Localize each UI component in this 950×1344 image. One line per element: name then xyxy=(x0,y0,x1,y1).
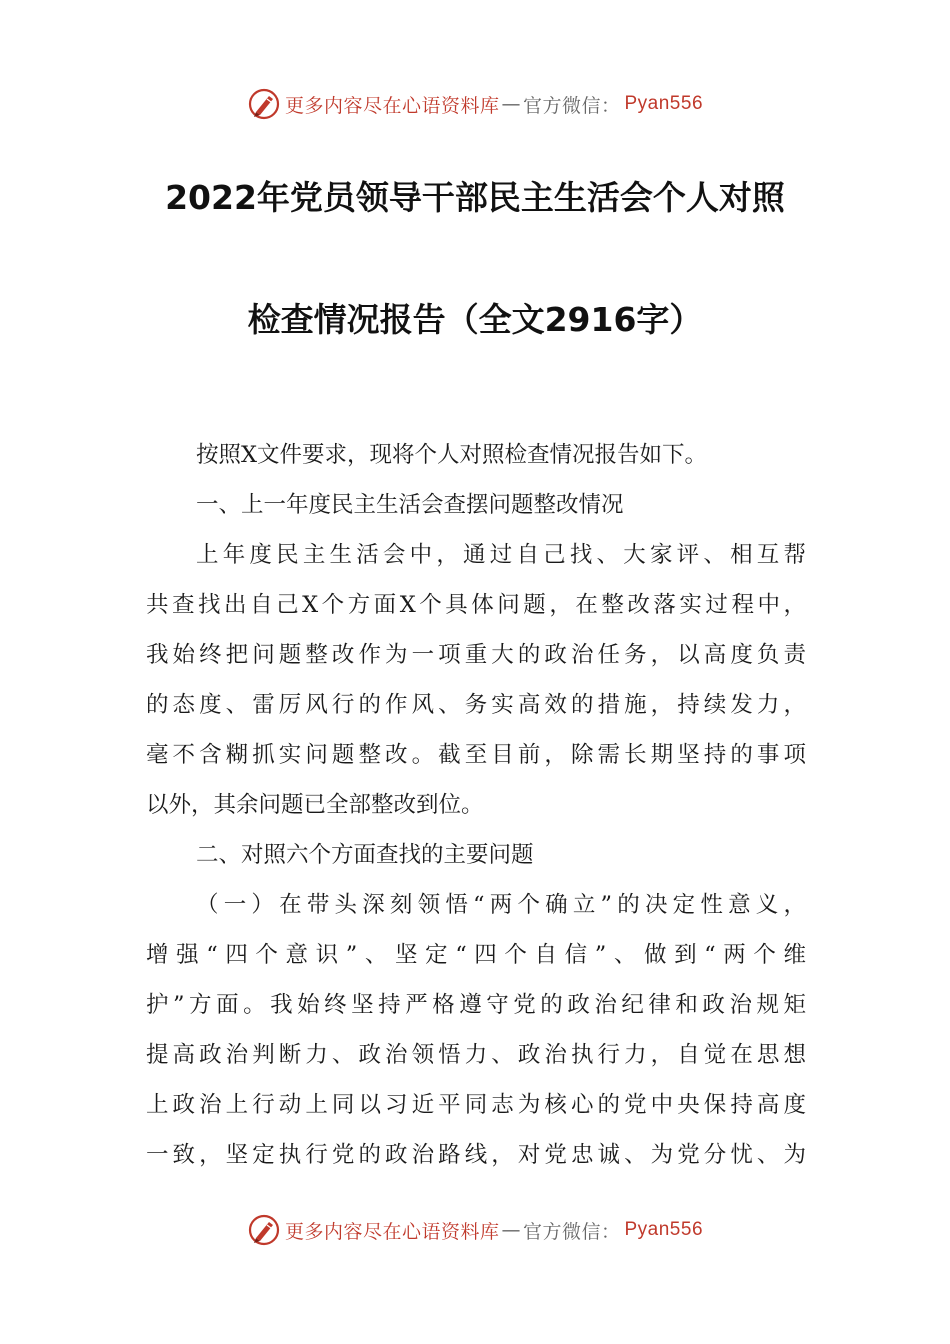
watermark-top xyxy=(0,84,950,124)
pen-logo-icon xyxy=(247,87,281,121)
watermark-brand: 更多内容尽在心语资料库 xyxy=(284,94,500,117)
watermark-wechat-id: Pyan556 xyxy=(624,93,704,114)
body-line: 提高政治判断力、政治领悟力、政治执行力，自觉在思想 xyxy=(146,1042,806,1068)
body-line: 的态度、雷厉风行的作风、务实高效的措施，持续发力， xyxy=(146,692,806,718)
body-line: 毫不含糊抓实问题整改。截至目前，除需长期坚持的事项 xyxy=(146,742,806,768)
watermark-separator: — xyxy=(501,1219,521,1241)
watermark-wechat-id: Pyan556 xyxy=(624,1219,704,1240)
document-title-line-2: 检查情况报告（全文2916字） xyxy=(247,300,703,339)
body-line: 上年度民主生活会中，通过自己找、大家评、相互帮 xyxy=(196,542,806,568)
watermark-brand: 更多内容尽在心语资料库 xyxy=(284,1220,500,1243)
body-line: 我始终把问题整改作为一项重大的政治任务，以高度负责 xyxy=(146,642,806,668)
watermark-separator: — xyxy=(501,93,521,115)
watermark-bottom xyxy=(0,1210,950,1250)
section-heading: 一、上一年度民主生活会查摆问题整改情况 xyxy=(196,492,624,518)
document-title-line-1: 2022年党员领导干部民主生活会个人对照 xyxy=(165,178,785,217)
body-line: 以外，其余问题已全部整改到位。 xyxy=(146,792,484,818)
section-heading: 二、对照六个方面查找的主要问题 xyxy=(196,842,534,868)
body-line: 护”方面。我始终坚持严格遵守党的政治纪律和政治规矩 xyxy=(146,992,806,1018)
body-line: 增强“四个意识”、坚定“四个自信”、做到“两个维 xyxy=(146,942,806,968)
body-line: 上政治上行动上同以习近平同志为核心的党中央保持高度 xyxy=(146,1092,806,1118)
body-line: 按照X文件要求，现将个人对照检查情况报告如下。 xyxy=(196,442,708,468)
body-line: 共查找出自己X个方面X个具体问题，在整改落实过程中， xyxy=(146,592,806,618)
body-line: （一）在带头深刻领悟“两个确立”的决定性意义， xyxy=(196,892,806,918)
watermark-label: 官方微信： xyxy=(522,94,621,117)
pen-logo-icon xyxy=(247,1213,281,1247)
body-line: 一致，坚定执行党的政治路线，对党忠诚、为党分忧、为 xyxy=(146,1142,806,1168)
document-body xyxy=(146,430,806,1180)
watermark-label: 官方微信： xyxy=(522,1220,621,1243)
